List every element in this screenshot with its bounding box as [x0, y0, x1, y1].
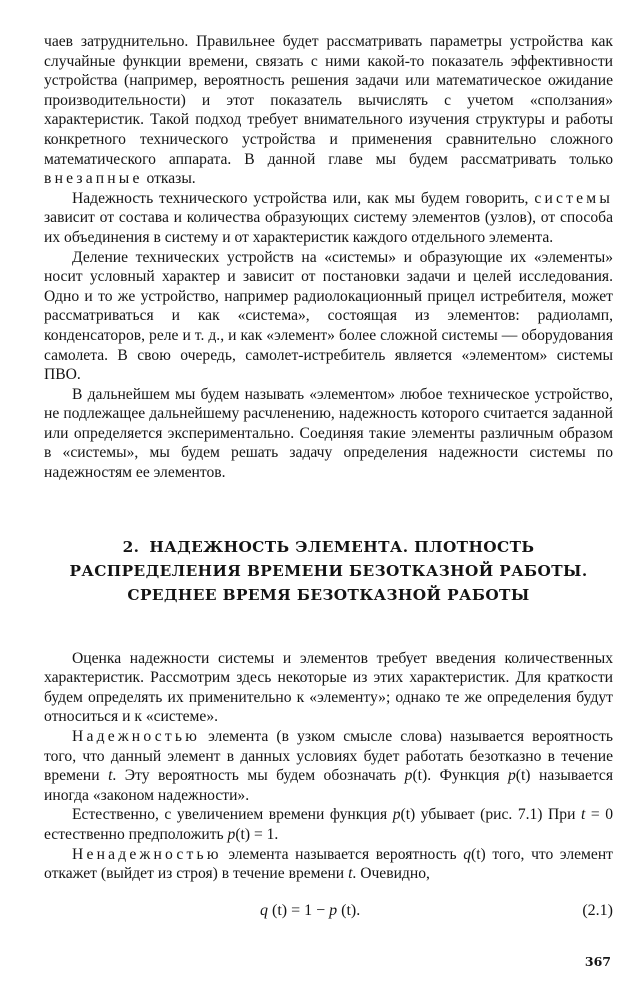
- heading-line-2: РАСПРЕДЕЛЕНИЯ ВРЕМЕНИ БЕЗОТКАЗНОЙ РАБОТЫ.: [69, 561, 588, 580]
- var-p: p: [507, 767, 516, 785]
- spacer: [44, 483, 614, 535]
- paragraph-2: [44, 189, 613, 248]
- spacer: [44, 607, 614, 649]
- paragraph-6-text-c: . Функция: [427, 767, 508, 785]
- heading-line-1-text: НАДЕЖНОСТЬ ЭЛЕМЕНТА. ПЛОТНОСТЬ: [149, 537, 535, 556]
- var-t: t: [348, 865, 353, 883]
- term-unreliability: Ненадежностью: [72, 845, 222, 863]
- var-t-arg: (t): [471, 845, 486, 863]
- page-number: 367: [584, 954, 611, 969]
- paragraph-8-text-b: того, что элемент откажет (выйдет из строя) в течение времени: [44, 845, 613, 883]
- equation-expression: [260, 898, 360, 924]
- var-p: p: [404, 767, 413, 785]
- var-t-arg: (t): [268, 901, 288, 919]
- paragraph-7: [44, 805, 613, 844]
- paragraph-6-text-b: . Эту вероятность мы будем обозначать: [112, 767, 405, 785]
- paragraph-8-text-a: элемента называется вероятность: [221, 845, 464, 863]
- paragraph-7-text-b: убывает (рис. 7.1) При: [415, 806, 581, 824]
- var-p: p: [227, 826, 236, 843]
- var-t-arg: (t): [412, 767, 428, 785]
- equation-operator: = 1 −: [287, 901, 330, 919]
- paragraph-7-text-a: Естественно, с увеличением времени функция: [72, 806, 393, 824]
- var-t: t: [580, 806, 586, 824]
- section-heading: [44, 535, 613, 607]
- emphasis-sudden: внезапные: [44, 170, 143, 188]
- var-t-arg: (t).: [337, 901, 361, 919]
- paragraph-8: [44, 845, 613, 884]
- var-t-arg: (t): [515, 767, 531, 785]
- equation-number: (2.1): [582, 901, 613, 919]
- paragraph-1-end: отказы.: [142, 170, 196, 188]
- var-q: q: [463, 845, 472, 863]
- paragraph-2-start: Надежность технического устройства или, как мы будем говорить,: [72, 189, 535, 207]
- paragraph-1: [44, 32, 613, 189]
- paragraph-7-text-d: = 1.: [250, 826, 279, 843]
- emphasis-systems: системы: [534, 189, 613, 207]
- intro-text: [44, 32, 613, 483]
- var-q: q: [260, 901, 268, 919]
- paragraph-6-text-a: элемента (в узком смысле слова) называется вероятность того, что данный элемент в данных условиях будет работать безотказно в течение времени: [44, 728, 613, 785]
- paragraph-7-text-c: = 0 естественно предположить: [44, 806, 613, 843]
- var-p: p: [329, 901, 338, 919]
- section-text: [44, 649, 613, 884]
- heading-line-3: СРЕДНЕЕ ВРЕМЯ БЕЗОТКАЗНОЙ РАБОТЫ: [127, 585, 530, 604]
- section-number: 2.: [122, 537, 140, 556]
- equation-2-1: [44, 898, 613, 924]
- paragraph-3: Деление технических устройств на «системы» и образующие их «элементы» носит условный характер и зависит от постановки задачи и целей исследования. Одно и то же устройство, например радиолокационный прицел истребителя, может рассматриваться и как «система», состоящая из элементов: радиоламп, конденсаторов, реле и т. д., и как «элемент» более сложной системы — оборудования самолета. В свою очередь, самолет-истребитель является «элементом» системы ПВО.: [44, 248, 613, 384]
- paragraph-4: В дальнейшем мы будем называть «элементом» любое техническое устройство, не подлежащее дальнейшему расчленению, надежность которого считается заданной или определяется экспериментально. Соединяя такие элементы различным образом в «системы», мы будем решать задачу определения надежности системы по надежностям ее элементов.: [44, 385, 613, 482]
- var-p: p: [392, 806, 401, 824]
- var-t-arg: (t): [400, 806, 416, 824]
- var-t: t: [108, 767, 113, 785]
- paragraph-1-text: чаев затруднительно. Правильнее будет рассматривать параметры устройства как случайные функции времени, связать с ними какой-то показатель эффективности устройства (например, вероятность решения задачи или математическое ожидание производительности) и этот показатель вычислять с учетом «сползания» характеристик. Такой подход требует внимательного изучения структуры и работы конкретного технического устройства и применения сравнительно сложного математического аппарата. В данной главе мы будем рассматривать только: [44, 33, 613, 168]
- heading-line-1: [44, 535, 613, 559]
- paragraph-2-end: зависит от состава и количества образующих систему элементов (узлов), от способа их объединения в систему и от характеристик каждого отдельного элемента.: [44, 209, 613, 246]
- term-reliability: Надежностью: [72, 728, 201, 746]
- paragraph-5: Оценка надежности системы и элементов требует введения количественных характеристик. Рассмотрим здесь некоторые из этих характеристик. Для краткости будем определять их применительно к «элементу»; однако те же определения будут относиться и к «системе».: [44, 649, 613, 726]
- paragraph-8-text-c: . Очевидно,: [352, 865, 430, 883]
- paragraph-6: [44, 727, 613, 805]
- paragraph-6-text-d: называется иногда «законом надежности».: [44, 767, 613, 804]
- var-t-arg: (t): [235, 826, 251, 843]
